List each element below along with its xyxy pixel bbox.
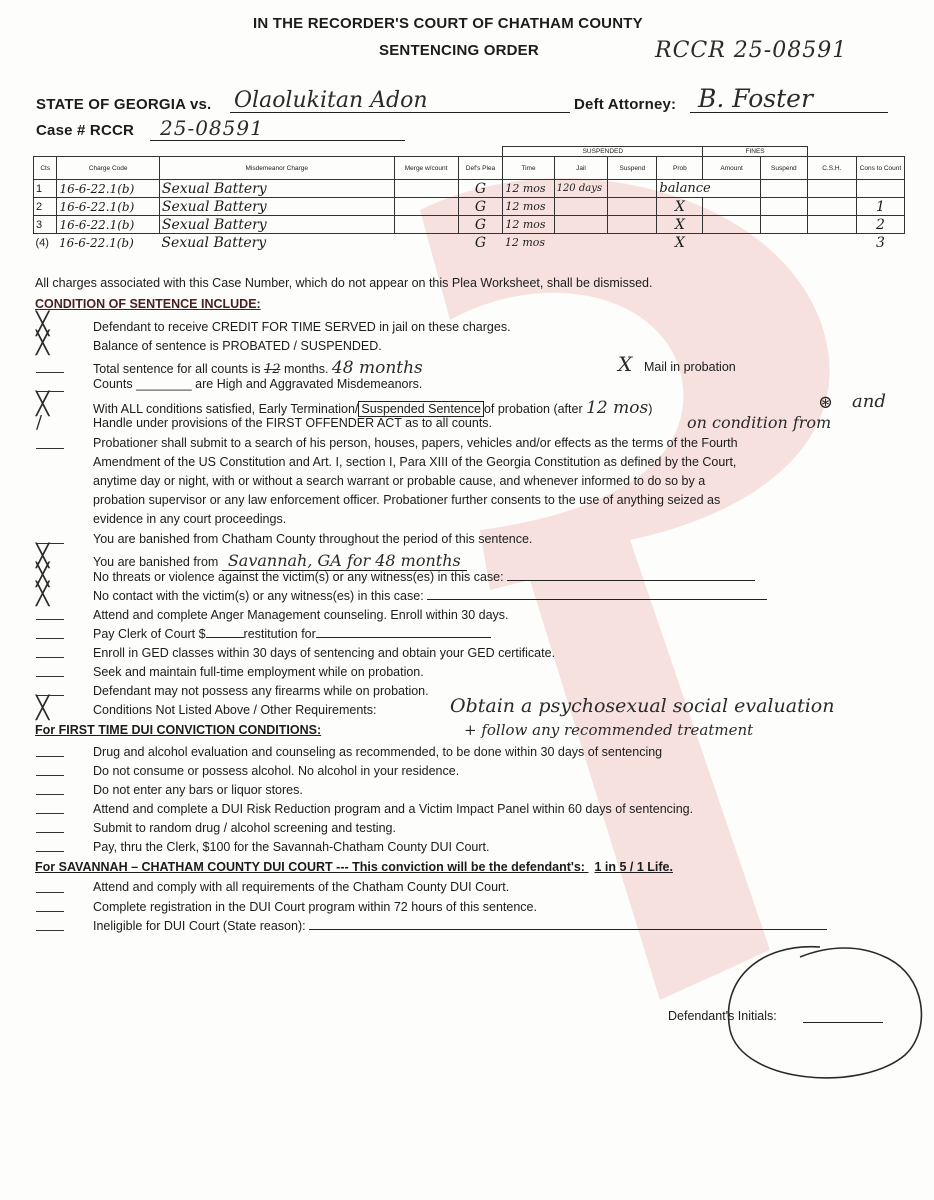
case-line (150, 116, 405, 141)
table-row (34, 234, 905, 252)
condition-credit-time: Defendant to receive CREDIT FOR TIME SERVED in jail on these charges. (93, 320, 511, 334)
time: 12 mos (503, 198, 554, 216)
total-sentence-label: Total sentence for all counts is (93, 362, 261, 376)
checked-mark: ╳ (36, 312, 50, 337)
consecutive-to: 1 (856, 198, 904, 216)
blank-mark (36, 851, 64, 852)
charges-table (33, 146, 905, 251)
defendant-line (230, 88, 570, 113)
table-row (34, 198, 905, 216)
table-row (34, 216, 905, 234)
charge-code: 16-6-22.1(b) (58, 235, 134, 250)
count-number: 3 (34, 216, 57, 234)
col-header: Time (503, 157, 554, 180)
condition-firearms: Defendant may not possess any firearms while on probation. (93, 684, 429, 698)
dui-screening: Submit to random drug / alcohol screening and testing. (93, 821, 396, 835)
suspended-sentence-box: Suspended Sentence (358, 401, 484, 417)
attorney-label: Deft Attorney: (574, 96, 677, 113)
plea: G (458, 216, 503, 234)
attorney-line (690, 84, 888, 113)
time: 12 mos (503, 216, 554, 234)
dui-court-comply: Attend and comply with all requirements of the Chatham County DUI Court. (93, 880, 510, 894)
blank-mark (36, 657, 64, 658)
col-header: Suspend (760, 157, 807, 180)
other-requirement-handwritten-2: + follow any recommended treatment (464, 721, 754, 739)
condition-search-line4: probation supervisor or any law enforcement officer. Probationer further consents to the use of anything seized as (93, 493, 721, 507)
plea: G (474, 234, 487, 251)
condition-early-termination: With ALL conditions satisfied, Early Termination/ Suspended Sentence of probation (after 12 mos) (93, 398, 653, 418)
probation: X (674, 234, 685, 251)
col-header: Def's Plea (458, 157, 503, 180)
blank-mark (36, 372, 64, 373)
blank-mark (36, 676, 64, 677)
conditions-title: CONDITION OF SENTENCE INCLUDE: (35, 297, 261, 311)
and-handwritten: and (852, 391, 886, 412)
checked-mark: ╳ (36, 331, 50, 356)
blank-mark (36, 638, 64, 639)
blank-mark (36, 892, 64, 893)
mail-probation-x: X (618, 352, 633, 376)
consecutive-to: 2 (856, 216, 904, 234)
handwritten-case-number: RCCR 25-08591 (655, 38, 848, 63)
suspended-group-header: SUSPENDED (503, 147, 703, 157)
col-header: Suspend (608, 157, 657, 180)
plea: G (458, 180, 503, 198)
condition-balance-probated: Balance of sentence is PROBATED / SUSPENDED. (93, 339, 382, 353)
checked-mark: ╳ (36, 582, 50, 607)
condition-total-sentence (93, 358, 423, 378)
blank-mark (36, 448, 64, 449)
time: 12 mos (503, 180, 554, 198)
total-months-handwritten: 48 months (331, 358, 423, 378)
charge-name: Sexual Battery (159, 216, 394, 234)
dui-no-alcohol: Do not consume or possess alcohol. No alcohol in your residence. (93, 764, 460, 778)
condition-search-line5: evidence in any court proceedings. (93, 512, 287, 526)
col-header: Misdemeanor Charge (159, 157, 394, 180)
condition-no-threats (93, 570, 755, 584)
condition-ged: Enroll in GED classes within 30 days of sentencing and obtain your GED certificate. (93, 646, 556, 660)
blank-mark (36, 775, 64, 776)
jail (554, 198, 608, 216)
dui-court-title-text: For SAVANNAH – CHATHAM COUNTY DUI COURT --- This conviction will be the defendant's: (35, 860, 585, 874)
condition-search-line3: anytime day or night, with or without a search warrant or probable cause, and whenever informed to do so by a (93, 474, 706, 488)
probation: X (657, 216, 703, 234)
condition-other: Conditions Not Listed Above / Other Requirements: (93, 703, 377, 717)
no-threats-label: No threats or violence against the victim(s) or any witness(es) in this case: (93, 570, 504, 584)
dui-court-registration: Complete registration in the DUI Court program within 72 hours of this sentence. (93, 900, 537, 914)
condition-anger-management: Attend and complete Anger Management counseling. Enroll within 30 days. (93, 608, 509, 622)
case-label: Case # RCCR (36, 122, 135, 139)
condition-high-aggravated: Counts ________ are High and Aggravated Misdemeanors. (93, 377, 423, 391)
col-header: Amount (703, 157, 761, 180)
condition-no-contact (93, 589, 767, 603)
no-contact-label: No contact with the victim(s) or any witness(es) in this case: (93, 589, 424, 603)
after-label: of probation (after (483, 402, 583, 416)
blank-mark (36, 832, 64, 833)
col-header: Merge w/count (394, 157, 458, 180)
early-termination-label: With ALL conditions satisfied, Early Termination/ (93, 402, 359, 416)
checked-mark: ╳ (36, 544, 50, 569)
col-header: Jail (554, 157, 608, 180)
charge-name: Sexual Battery (159, 180, 394, 198)
dui-evaluation: Drug and alcohol evaluation and counseling as recommended, to be done within 30 days of sentencing (93, 745, 663, 759)
checked-mark: / (36, 412, 43, 433)
after-months-handwritten: 12 mos (586, 398, 649, 418)
dui-pay-clerk: Pay, thru the Clerk, $100 for the Savannah-Chatham County DUI Court. (93, 840, 490, 854)
months-label: months. (283, 362, 329, 376)
fines-group-header: FINES (703, 147, 808, 157)
jail (554, 216, 608, 234)
document-title: SENTENCING ORDER (379, 42, 539, 59)
pay-clerk-label: Pay Clerk of Court $ (93, 627, 206, 641)
dui-court-count: 1 in 5 / 1 Life. (594, 860, 673, 874)
initials-label: Defendant's Initials: (668, 1009, 777, 1023)
dui-no-bars: Do not enter any bars or liquor stores. (93, 783, 303, 797)
banished-label: You are banished from (93, 555, 219, 569)
count-number: (4) (35, 236, 49, 249)
state-label: STATE OF GEORGIA vs. (36, 96, 212, 113)
defendant-name: Olaolukitan Adon (234, 88, 428, 113)
blank-mark (36, 813, 64, 814)
jail (554, 234, 608, 252)
mail-probation-label: Mail in probation (644, 360, 736, 374)
probation: balance (657, 180, 760, 198)
count-number: 1 (34, 180, 57, 198)
table-row (34, 180, 905, 198)
blank-mark (36, 619, 64, 620)
consecutive-to: 3 (875, 234, 885, 251)
condition-restitution (93, 627, 491, 641)
probation: X (657, 198, 703, 216)
ineligible-label: Ineligible for DUI Court (State reason): (93, 919, 306, 933)
charge-name: Sexual Battery (159, 198, 394, 216)
court-name: IN THE RECORDER'S COURT OF CHATHAM COUNTY (253, 15, 643, 32)
condition-employment: Seek and maintain full-time employment while on probation. (93, 665, 424, 679)
blank-mark (36, 930, 64, 931)
blank-mark (36, 756, 64, 757)
condition-banished-county: You are banished from Chatham County throughout the period of this sentence. (93, 532, 533, 546)
dismissal-note: All charges associated with this Case Number, which do not appear on this Plea Worksheet, shall be dismissed. (35, 276, 653, 290)
initials-line (803, 1022, 883, 1023)
other-requirement-handwritten: Obtain a psychosexual social evaluation (450, 695, 835, 717)
dui-court-ineligible (93, 919, 827, 933)
dui-court-title (35, 860, 673, 874)
time: 12 mos (504, 236, 546, 249)
charge-code: 16-6-22.1(b) (57, 216, 159, 234)
table-header-row (34, 157, 905, 180)
charge-code: 16-6-22.1(b) (57, 198, 159, 216)
count-number: 2 (34, 198, 57, 216)
early-termination-initials: ⊛ (818, 392, 834, 413)
attorney-name: B. Foster (698, 84, 813, 113)
checked-mark: ╳ (36, 696, 50, 721)
condition-banished-from (93, 551, 467, 570)
condition-first-offender: Handle under provisions of the FIRST OFFENDER ACT as to all counts. (93, 416, 493, 430)
blank-mark (36, 794, 64, 795)
dui-conditions-title: For FIRST TIME DUI CONVICTION CONDITIONS: (35, 723, 322, 737)
checked-mark: ╳ (36, 563, 50, 588)
restitution-label: restitution for (243, 627, 316, 641)
dui-risk-reduction: Attend and complete a DUI Risk Reduction program and a Victim Impact Panel within 60 days of sentencing. (93, 802, 694, 816)
case-number: 25-08591 (160, 116, 264, 140)
plea: G (458, 198, 503, 216)
struck-months: 12 (263, 362, 281, 377)
charge-code: 16-6-22.1(b) (57, 180, 159, 198)
blank-mark (36, 911, 64, 912)
condition-search-line2: Amendment of the US Constitution and Art. I, section I, Para XIII of the Georgia Constitution as defined by the Court, (93, 455, 737, 469)
col-header: Charge Code (57, 157, 159, 180)
col-header: C.S.H. (807, 157, 856, 180)
jail: 120 days (554, 180, 608, 198)
banished-place-handwritten: Savannah, GA for 48 months (222, 551, 467, 571)
condition-search: Probationer shall submit to a search of his person, houses, papers, vehicles and/or effects as the terms of the Fourth (93, 436, 738, 450)
checked-mark: ╳ (36, 392, 50, 417)
col-header: Prob (657, 157, 703, 180)
consecutive-to (856, 180, 904, 198)
col-header: Cons to Count (856, 157, 904, 180)
col-header: Cts (34, 157, 57, 180)
charge-name: Sexual Battery (161, 234, 267, 251)
on-condition-handwritten: on condition from (687, 413, 832, 432)
